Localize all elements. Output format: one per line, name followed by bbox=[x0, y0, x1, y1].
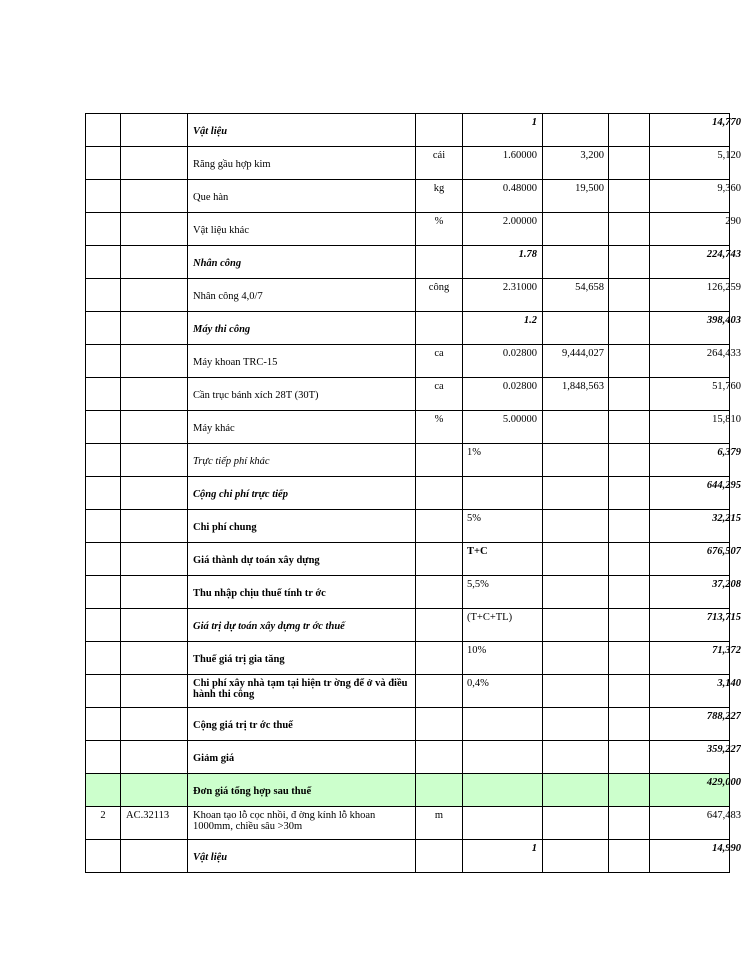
empty-cell bbox=[609, 477, 650, 510]
row-number-cell bbox=[86, 477, 121, 510]
amount-cell bbox=[650, 114, 741, 147]
empty-cell bbox=[609, 510, 650, 543]
description-cell bbox=[188, 345, 416, 378]
table-row bbox=[86, 279, 730, 312]
unit-cell bbox=[416, 543, 463, 576]
quantity-cell: 1.60000 bbox=[463, 147, 543, 180]
row-number-cell bbox=[86, 774, 121, 807]
row-number-cell bbox=[86, 378, 121, 411]
description-cell bbox=[188, 609, 416, 642]
row-number-cell bbox=[86, 114, 121, 147]
row-number-cell bbox=[86, 279, 121, 312]
table-row bbox=[86, 312, 730, 345]
row-number-cell bbox=[86, 708, 121, 741]
unit-cell bbox=[416, 114, 463, 147]
amount-text: 6,379 bbox=[717, 447, 741, 458]
amount-cell bbox=[650, 543, 741, 576]
table-row bbox=[86, 840, 730, 873]
unit-price-cell: 1,848,563 bbox=[543, 378, 609, 411]
description-text: Que hàn bbox=[193, 192, 229, 203]
table-row bbox=[86, 774, 730, 807]
description-text: Máy khoan TRC-15 bbox=[193, 357, 278, 368]
amount-text: 37,208 bbox=[712, 579, 741, 590]
empty-cell bbox=[609, 246, 650, 279]
empty-cell bbox=[609, 543, 650, 576]
description-text: Máy thi công bbox=[193, 324, 251, 335]
description-text: Trực tiếp phí khác bbox=[193, 456, 270, 467]
table-row bbox=[86, 543, 730, 576]
unit-cell bbox=[416, 477, 463, 510]
unit-price-cell bbox=[543, 807, 609, 840]
empty-cell bbox=[609, 708, 650, 741]
unit-cell: kg bbox=[416, 180, 463, 213]
work-code-cell bbox=[121, 477, 188, 510]
amount-cell bbox=[650, 477, 741, 510]
row-number-cell bbox=[86, 246, 121, 279]
row-number-cell bbox=[86, 444, 121, 477]
description-cell bbox=[188, 180, 416, 213]
amount-cell bbox=[650, 510, 741, 543]
row-number-cell: 2 bbox=[86, 807, 121, 840]
table-row bbox=[86, 477, 730, 510]
amount-cell bbox=[650, 213, 741, 246]
description-cell bbox=[188, 246, 416, 279]
description-cell bbox=[188, 840, 416, 873]
amount-text: 647,483 bbox=[706, 810, 741, 821]
amount-text: 788,227 bbox=[706, 711, 741, 722]
row-number-cell bbox=[86, 147, 121, 180]
empty-cell bbox=[609, 840, 650, 873]
unit-price-cell: 54,658 bbox=[543, 279, 609, 312]
quantity-cell: 2.31000 bbox=[463, 279, 543, 312]
amount-text: 5,120 bbox=[717, 150, 741, 161]
work-code-cell bbox=[121, 411, 188, 444]
amount-cell bbox=[650, 741, 741, 774]
amount-cell bbox=[650, 246, 741, 279]
description-text: Nhân công 4,0/7 bbox=[193, 291, 263, 302]
description-cell bbox=[188, 147, 416, 180]
table-row bbox=[86, 642, 730, 675]
table-row bbox=[86, 378, 730, 411]
description-text: Thuế giá trị gia tăng bbox=[193, 654, 285, 665]
unit-price-cell bbox=[543, 840, 609, 873]
table-row bbox=[86, 675, 730, 708]
amount-text: 14,770 bbox=[712, 117, 741, 128]
unit-cell: m bbox=[416, 807, 463, 840]
row-number-cell bbox=[86, 609, 121, 642]
unit-cell: công bbox=[416, 279, 463, 312]
work-code-cell bbox=[121, 609, 188, 642]
quantity-cell bbox=[463, 708, 543, 741]
row-number-cell bbox=[86, 312, 121, 345]
empty-cell bbox=[609, 279, 650, 312]
description-cell bbox=[188, 213, 416, 246]
table-row bbox=[86, 345, 730, 378]
quantity-cell: 1 bbox=[463, 114, 543, 147]
row-number-cell bbox=[86, 543, 121, 576]
quantity-cell: 0.02800 bbox=[463, 378, 543, 411]
unit-price-cell bbox=[543, 114, 609, 147]
work-code-cell bbox=[121, 147, 188, 180]
description-text: Cần trục bánh xích 28T (30T) bbox=[193, 390, 319, 401]
description-cell bbox=[188, 444, 416, 477]
table-body bbox=[86, 114, 741, 873]
empty-cell bbox=[609, 312, 650, 345]
work-code-cell bbox=[121, 708, 188, 741]
unit-cell bbox=[416, 840, 463, 873]
quantity-cell: 1.2 bbox=[463, 312, 543, 345]
unit-cell bbox=[416, 510, 463, 543]
description-cell bbox=[188, 642, 416, 675]
amount-cell bbox=[650, 807, 741, 840]
quantity-cell: 5% bbox=[463, 510, 543, 543]
description-cell bbox=[188, 378, 416, 411]
unit-price-cell bbox=[543, 411, 609, 444]
unit-price-cell bbox=[543, 576, 609, 609]
quantity-cell: 10% bbox=[463, 642, 543, 675]
row-number-cell bbox=[86, 180, 121, 213]
work-code-cell bbox=[121, 444, 188, 477]
unit-cell bbox=[416, 609, 463, 642]
empty-cell bbox=[609, 741, 650, 774]
empty-cell bbox=[609, 807, 650, 840]
description-text: Giá trị dự toán xây dựng tr ớc thuế bbox=[193, 621, 345, 632]
table-row bbox=[86, 609, 730, 642]
amount-text: 359,227 bbox=[706, 744, 741, 755]
amount-text: 290 bbox=[725, 216, 741, 227]
description-text: Vật liệu khác bbox=[193, 225, 249, 236]
description-cell bbox=[188, 576, 416, 609]
quantity-cell: 5.00000 bbox=[463, 411, 543, 444]
amount-text: 429,000 bbox=[706, 777, 741, 788]
unit-cell: % bbox=[416, 213, 463, 246]
unit-price-cell bbox=[543, 609, 609, 642]
row-number-cell bbox=[86, 510, 121, 543]
amount-text: 713,715 bbox=[706, 612, 741, 623]
unit-price-cell bbox=[543, 246, 609, 279]
work-code-cell bbox=[121, 840, 188, 873]
empty-cell bbox=[609, 378, 650, 411]
quantity-cell bbox=[463, 774, 543, 807]
unit-cell: ca bbox=[416, 378, 463, 411]
unit-cell bbox=[416, 246, 463, 279]
unit-price-cell bbox=[543, 477, 609, 510]
amount-cell bbox=[650, 576, 741, 609]
amount-text: 264,433 bbox=[706, 348, 741, 359]
quantity-cell bbox=[463, 741, 543, 774]
unit-price-cell bbox=[543, 675, 609, 708]
quantity-cell: 0.48000 bbox=[463, 180, 543, 213]
work-code-cell bbox=[121, 510, 188, 543]
empty-cell bbox=[609, 213, 650, 246]
amount-text: 32,215 bbox=[712, 513, 741, 524]
quantity-cell bbox=[463, 477, 543, 510]
work-code-cell bbox=[121, 774, 188, 807]
work-code-cell bbox=[121, 675, 188, 708]
work-code-cell: AC.32113 bbox=[121, 807, 188, 840]
table-row bbox=[86, 411, 730, 444]
description-cell bbox=[188, 312, 416, 345]
description-text: Đơn giá tổng hợp sau thuế bbox=[193, 786, 312, 797]
unit-cell bbox=[416, 741, 463, 774]
table-row bbox=[86, 213, 730, 246]
unit-cell bbox=[416, 708, 463, 741]
table-row bbox=[86, 147, 730, 180]
amount-cell bbox=[650, 180, 741, 213]
work-code-cell bbox=[121, 213, 188, 246]
quantity-cell: 5,5% bbox=[463, 576, 543, 609]
amount-cell bbox=[650, 279, 741, 312]
amount-cell bbox=[650, 345, 741, 378]
unit-price-cell bbox=[543, 708, 609, 741]
description-cell bbox=[188, 543, 416, 576]
quantity-cell: 2.00000 bbox=[463, 213, 543, 246]
amount-text: 9,360 bbox=[717, 183, 741, 194]
description-text: Khoan tạo lỗ cọc nhồi, đ ờng kính lỗ khoan 1000mm, chiều sâu >30m bbox=[193, 810, 376, 832]
description-text: Giá thành dự toán xây dựng bbox=[193, 555, 320, 566]
table-row bbox=[86, 576, 730, 609]
empty-cell bbox=[609, 642, 650, 675]
unit-cell bbox=[416, 576, 463, 609]
amount-text: 398,403 bbox=[706, 315, 741, 326]
work-code-cell bbox=[121, 180, 188, 213]
work-code-cell bbox=[121, 345, 188, 378]
description-text: Máy khác bbox=[193, 423, 235, 434]
unit-price-cell: 19,500 bbox=[543, 180, 609, 213]
amount-text: 676,507 bbox=[706, 546, 741, 557]
unit-price-cell bbox=[543, 642, 609, 675]
empty-cell bbox=[609, 345, 650, 378]
description-cell bbox=[188, 675, 416, 708]
unit-price-cell bbox=[543, 741, 609, 774]
amount-cell bbox=[650, 609, 741, 642]
unit-price-cell bbox=[543, 312, 609, 345]
unit-cell: % bbox=[416, 411, 463, 444]
quantity-cell: 1.78 bbox=[463, 246, 543, 279]
description-cell bbox=[188, 411, 416, 444]
table-row bbox=[86, 444, 730, 477]
empty-cell bbox=[609, 411, 650, 444]
quantity-cell: (T+C+TL) bbox=[463, 609, 543, 642]
unit-price-cell bbox=[543, 774, 609, 807]
amount-cell bbox=[650, 444, 741, 477]
unit-cell bbox=[416, 675, 463, 708]
empty-cell bbox=[609, 675, 650, 708]
table-row bbox=[86, 180, 730, 213]
empty-cell bbox=[609, 180, 650, 213]
amount-text: 14,990 bbox=[712, 843, 741, 854]
description-cell bbox=[188, 279, 416, 312]
amount-cell bbox=[650, 378, 741, 411]
table-row bbox=[86, 246, 730, 279]
work-code-cell bbox=[121, 576, 188, 609]
amount-text: 15,810 bbox=[712, 414, 741, 425]
description-cell bbox=[188, 510, 416, 543]
description-cell bbox=[188, 477, 416, 510]
description-cell bbox=[188, 774, 416, 807]
description-text: Răng gầu hợp kim bbox=[193, 159, 271, 170]
row-number-cell bbox=[86, 576, 121, 609]
unit-price-cell: 9,444,027 bbox=[543, 345, 609, 378]
table-row bbox=[86, 114, 730, 147]
description-text: Cộng chi phí trực tiếp bbox=[193, 489, 288, 500]
work-code-cell bbox=[121, 246, 188, 279]
amount-text: 224,743 bbox=[706, 249, 741, 260]
description-cell bbox=[188, 114, 416, 147]
description-text: Vật liệu bbox=[193, 852, 228, 863]
empty-cell bbox=[609, 147, 650, 180]
description-cell bbox=[188, 807, 416, 840]
table-row bbox=[86, 708, 730, 741]
empty-cell bbox=[609, 609, 650, 642]
unit-cell: ca bbox=[416, 345, 463, 378]
amount-cell bbox=[650, 147, 741, 180]
unit-price-cell bbox=[543, 510, 609, 543]
unit-cell bbox=[416, 444, 463, 477]
work-code-cell bbox=[121, 741, 188, 774]
amount-text: 126,259 bbox=[706, 282, 741, 293]
unit-cell bbox=[416, 774, 463, 807]
unit-price-cell bbox=[543, 543, 609, 576]
unit-cell bbox=[416, 312, 463, 345]
quantity-cell: 0.02800 bbox=[463, 345, 543, 378]
table-row bbox=[86, 741, 730, 774]
empty-cell bbox=[609, 576, 650, 609]
amount-cell bbox=[650, 840, 741, 873]
row-number-cell bbox=[86, 213, 121, 246]
row-number-cell bbox=[86, 642, 121, 675]
description-text: Nhân công bbox=[193, 258, 242, 269]
quantity-cell: 1 bbox=[463, 840, 543, 873]
empty-cell bbox=[609, 444, 650, 477]
work-code-cell bbox=[121, 642, 188, 675]
description-text: Vật liệu bbox=[193, 126, 228, 137]
amount-cell bbox=[650, 708, 741, 741]
quantity-cell: 1% bbox=[463, 444, 543, 477]
description-text: Chi phí chung bbox=[193, 522, 257, 533]
amount-text: 71,372 bbox=[712, 645, 741, 656]
amount-text: 644,295 bbox=[706, 480, 741, 491]
cost-estimate-table bbox=[85, 113, 741, 873]
row-number-cell bbox=[86, 345, 121, 378]
description-cell bbox=[188, 741, 416, 774]
row-number-cell bbox=[86, 741, 121, 774]
unit-price-cell bbox=[543, 213, 609, 246]
work-code-cell bbox=[121, 378, 188, 411]
unit-price-cell bbox=[543, 444, 609, 477]
amount-cell bbox=[650, 642, 741, 675]
work-code-cell bbox=[121, 312, 188, 345]
amount-cell bbox=[650, 774, 741, 807]
row-number-cell bbox=[86, 675, 121, 708]
amount-cell bbox=[650, 312, 741, 345]
quantity-cell: T+C bbox=[463, 543, 543, 576]
amount-cell bbox=[650, 675, 741, 708]
unit-cell bbox=[416, 642, 463, 675]
quantity-cell bbox=[463, 807, 543, 840]
row-number-cell bbox=[86, 840, 121, 873]
empty-cell bbox=[609, 114, 650, 147]
description-text: Giảm giá bbox=[193, 753, 235, 764]
description-cell bbox=[188, 708, 416, 741]
table-row bbox=[86, 510, 730, 543]
work-code-cell bbox=[121, 279, 188, 312]
description-text: Chi phí xây nhà tạm tại hiện tr ờng để ở và điều hành thi công bbox=[193, 678, 408, 700]
empty-cell bbox=[609, 774, 650, 807]
unit-cell: cái bbox=[416, 147, 463, 180]
work-code-cell bbox=[121, 543, 188, 576]
unit-price-cell: 3,200 bbox=[543, 147, 609, 180]
table-row bbox=[86, 807, 730, 840]
quantity-cell: 0,4% bbox=[463, 675, 543, 708]
work-code-cell bbox=[121, 114, 188, 147]
description-text: Cộng giá trị tr ớc thuế bbox=[193, 720, 293, 731]
row-number-cell bbox=[86, 411, 121, 444]
amount-text: 3,140 bbox=[717, 678, 741, 689]
amount-text: 51,760 bbox=[712, 381, 741, 392]
amount-cell bbox=[650, 411, 741, 444]
description-text: Thu nhập chịu thuế tính tr ớc bbox=[193, 588, 326, 599]
